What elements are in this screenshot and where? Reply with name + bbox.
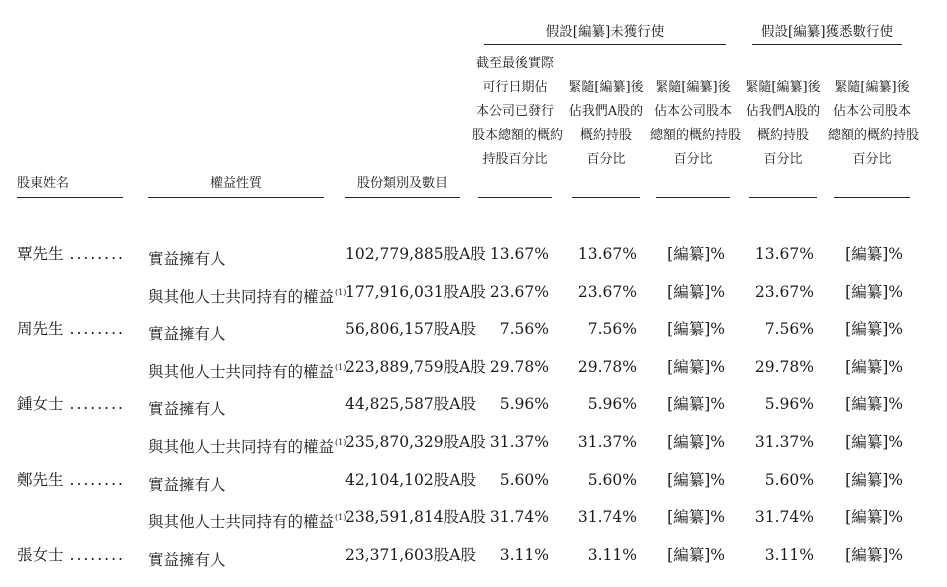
current-shareholding-pct: 23.67% xyxy=(489,282,549,301)
interest-nature xyxy=(148,274,346,316)
interest-nature xyxy=(148,424,346,466)
current-shareholding-pct: 31.37% xyxy=(489,433,549,451)
interest-nature-text: 與其他人士共同持有的權益 xyxy=(148,362,335,381)
current-shareholding-pct: 7.56% xyxy=(499,320,549,339)
share-count: 56,806,157股A股 xyxy=(345,320,476,339)
col-rule-nature xyxy=(148,197,324,198)
total-pct-fully-exercised: [編纂]% xyxy=(845,545,903,564)
a-share-pct-not-exercised: 7.56% xyxy=(587,320,637,339)
total-pct-fully-exercised: [編纂]% xyxy=(845,470,903,489)
interest-nature xyxy=(148,537,227,579)
a-share-pct-not-exercised: 3.11% xyxy=(587,545,637,564)
share-count: 44,825,587股A股 xyxy=(345,395,476,414)
shareholder-name xyxy=(17,499,23,536)
shareholder-name xyxy=(17,311,125,348)
group-title-fully-exercised: 假設[編纂]獲悉數行使 xyxy=(760,24,894,40)
group-rule-fully-exercised xyxy=(752,44,902,45)
footnote-marker: (1) xyxy=(335,362,347,372)
col-rule-name xyxy=(17,197,123,198)
share-count: 102,779,885股A股 xyxy=(345,245,486,263)
total-pct-not-exercised: [編纂]% xyxy=(667,395,725,414)
leader-dots: ........ xyxy=(69,245,125,263)
table-row xyxy=(0,311,947,348)
interest-nature xyxy=(148,499,346,541)
group-rule-not-exercised xyxy=(484,44,726,45)
share-count: 42,104,102股A股 xyxy=(345,470,476,489)
total-pct-not-exercised: [編纂]% xyxy=(667,508,725,527)
interest-nature-text: 實益擁有人 xyxy=(148,400,226,419)
total-pct-fully-exercised: [編纂]% xyxy=(845,320,903,339)
footnote-marker: (1) xyxy=(335,438,347,447)
footnote-marker: (1) xyxy=(335,513,347,523)
interest-nature xyxy=(148,349,346,391)
a-share-pct-fully-exercised: 13.67% xyxy=(754,245,814,263)
a-share-pct-not-exercised: 31.74% xyxy=(577,508,637,527)
shareholder-name-text: 張女士 xyxy=(17,545,64,564)
total-pct-fully-exercised: [編纂]% xyxy=(845,508,903,527)
a-share-pct-not-exercised: 5.96% xyxy=(587,395,637,414)
total-pct-not-exercised: [編纂]% xyxy=(667,545,725,564)
col-header-total-pct-1: 緊隨[編纂]後 佔本公司股本 總額的概約持股 百分比 xyxy=(650,80,742,167)
col-header-current-pct: 截至最後實際 可行日期佔 本公司已發行 股本總額的概約 持股百分比 xyxy=(472,56,564,167)
col-rule-shares xyxy=(345,197,460,198)
total-pct-not-exercised: [編纂]% xyxy=(667,357,725,376)
interest-nature-text: 與其他人士共同持有的權益 xyxy=(148,438,335,456)
current-shareholding-pct: 13.67% xyxy=(489,245,549,263)
a-share-pct-fully-exercised: 23.67% xyxy=(754,282,814,301)
total-pct-not-exercised: [編纂]% xyxy=(667,470,725,489)
col-header-a-share-pct-2: 緊隨[編纂]後 佔我們A股的 概約持股 百分比 xyxy=(745,80,821,167)
share-count: 238,591,814股A股 xyxy=(345,508,486,527)
leader-dots: ........ xyxy=(69,470,125,489)
col-header-name: 股東姓名 xyxy=(17,176,70,191)
shareholder-name xyxy=(17,236,125,273)
col-rule-total-pct-1 xyxy=(656,197,730,198)
total-pct-not-exercised: [編纂]% xyxy=(667,320,725,339)
interest-nature-text: 實益擁有人 xyxy=(148,475,226,494)
a-share-pct-fully-exercised: 5.96% xyxy=(764,395,814,414)
a-share-pct-not-exercised: 5.60% xyxy=(587,470,637,489)
shareholder-name-text: 鍾女士 xyxy=(17,395,64,414)
table-row xyxy=(0,236,947,273)
shareholder-name xyxy=(17,424,23,461)
interest-nature xyxy=(148,462,227,504)
table-row xyxy=(0,462,947,499)
leader-dots: ........ xyxy=(69,320,125,339)
total-pct-fully-exercised: [編纂]% xyxy=(845,395,903,414)
total-pct-fully-exercised: [編纂]% xyxy=(845,433,903,451)
col-header-nature: 權益性質 xyxy=(209,176,262,191)
current-shareholding-pct: 5.96% xyxy=(499,395,549,414)
footnote-marker: (1) xyxy=(335,287,347,297)
share-count: 23,371,603股A股 xyxy=(345,545,476,564)
a-share-pct-not-exercised: 29.78% xyxy=(577,357,637,376)
col-header-total-pct-2: 緊隨[編纂]後 佔本公司股本 總額的概約持股 百分比 xyxy=(828,80,920,167)
shareholder-name xyxy=(17,462,125,499)
current-shareholding-pct: 5.60% xyxy=(499,470,549,489)
a-share-pct-fully-exercised: 31.37% xyxy=(754,433,814,451)
total-pct-fully-exercised: [編纂]% xyxy=(845,282,903,301)
a-share-pct-not-exercised: 23.67% xyxy=(577,282,637,301)
shareholder-name xyxy=(17,274,23,311)
a-share-pct-fully-exercised: 31.74% xyxy=(754,508,814,527)
group-title-not-exercised: 假設[編纂]未獲行使 xyxy=(545,24,665,40)
total-pct-not-exercised: [編纂]% xyxy=(667,433,725,451)
shareholder-name xyxy=(17,349,23,386)
col-header-a-share-pct-1: 緊隨[編纂]後 佔我們A股的 概約持股 百分比 xyxy=(568,80,644,167)
total-pct-fully-exercised: [編纂]% xyxy=(845,357,903,376)
a-share-pct-fully-exercised: 5.60% xyxy=(764,470,814,489)
share-count: 223,889,759股A股 xyxy=(345,357,486,376)
shareholder-name xyxy=(17,386,125,423)
shareholder-name xyxy=(17,537,125,574)
a-share-pct-fully-exercised: 7.56% xyxy=(764,320,814,339)
interest-nature xyxy=(148,236,227,278)
leader-dots: ........ xyxy=(69,545,125,564)
col-header-shares: 股份類別及數目 xyxy=(356,176,448,191)
interest-nature-text: 實益擁有人 xyxy=(148,250,226,268)
shareholder-name-text: 覃先生 xyxy=(17,245,64,263)
interest-nature-text: 與其他人士共同持有的權益 xyxy=(148,513,335,532)
table-row xyxy=(0,424,947,461)
interest-nature-text: 與其他人士共同持有的權益 xyxy=(148,287,335,306)
total-pct-fully-exercised: [編纂]% xyxy=(845,245,903,263)
table-row xyxy=(0,349,947,386)
col-rule-current-pct xyxy=(478,197,552,198)
interest-nature-text: 實益擁有人 xyxy=(148,325,226,344)
col-rule-a-share-pct-1 xyxy=(572,197,640,198)
interest-nature-text: 實益擁有人 xyxy=(148,550,226,569)
leader-dots: ........ xyxy=(69,395,125,414)
shareholder-name-text: 周先生 xyxy=(17,320,64,339)
current-shareholding-pct: 3.11% xyxy=(499,545,549,564)
total-pct-not-exercised: [編纂]% xyxy=(667,245,725,263)
interest-nature xyxy=(148,386,227,428)
current-shareholding-pct: 29.78% xyxy=(489,357,549,376)
table-row xyxy=(0,499,947,536)
share-count: 235,870,329股A股 xyxy=(345,433,486,451)
interest-nature xyxy=(148,311,227,353)
col-rule-a-share-pct-2 xyxy=(749,197,817,198)
a-share-pct-fully-exercised: 29.78% xyxy=(754,357,814,376)
total-pct-not-exercised: [編纂]% xyxy=(667,282,725,301)
table-row xyxy=(0,274,947,311)
table-row xyxy=(0,386,947,423)
current-shareholding-pct: 31.74% xyxy=(489,508,549,527)
share-count: 177,916,031股A股 xyxy=(345,282,486,301)
a-share-pct-fully-exercised: 3.11% xyxy=(764,545,814,564)
col-rule-total-pct-2 xyxy=(834,197,910,198)
table-row xyxy=(0,537,947,574)
shareholder-name-text: 鄭先生 xyxy=(17,470,64,489)
a-share-pct-not-exercised: 13.67% xyxy=(577,245,637,263)
a-share-pct-not-exercised: 31.37% xyxy=(577,433,637,451)
